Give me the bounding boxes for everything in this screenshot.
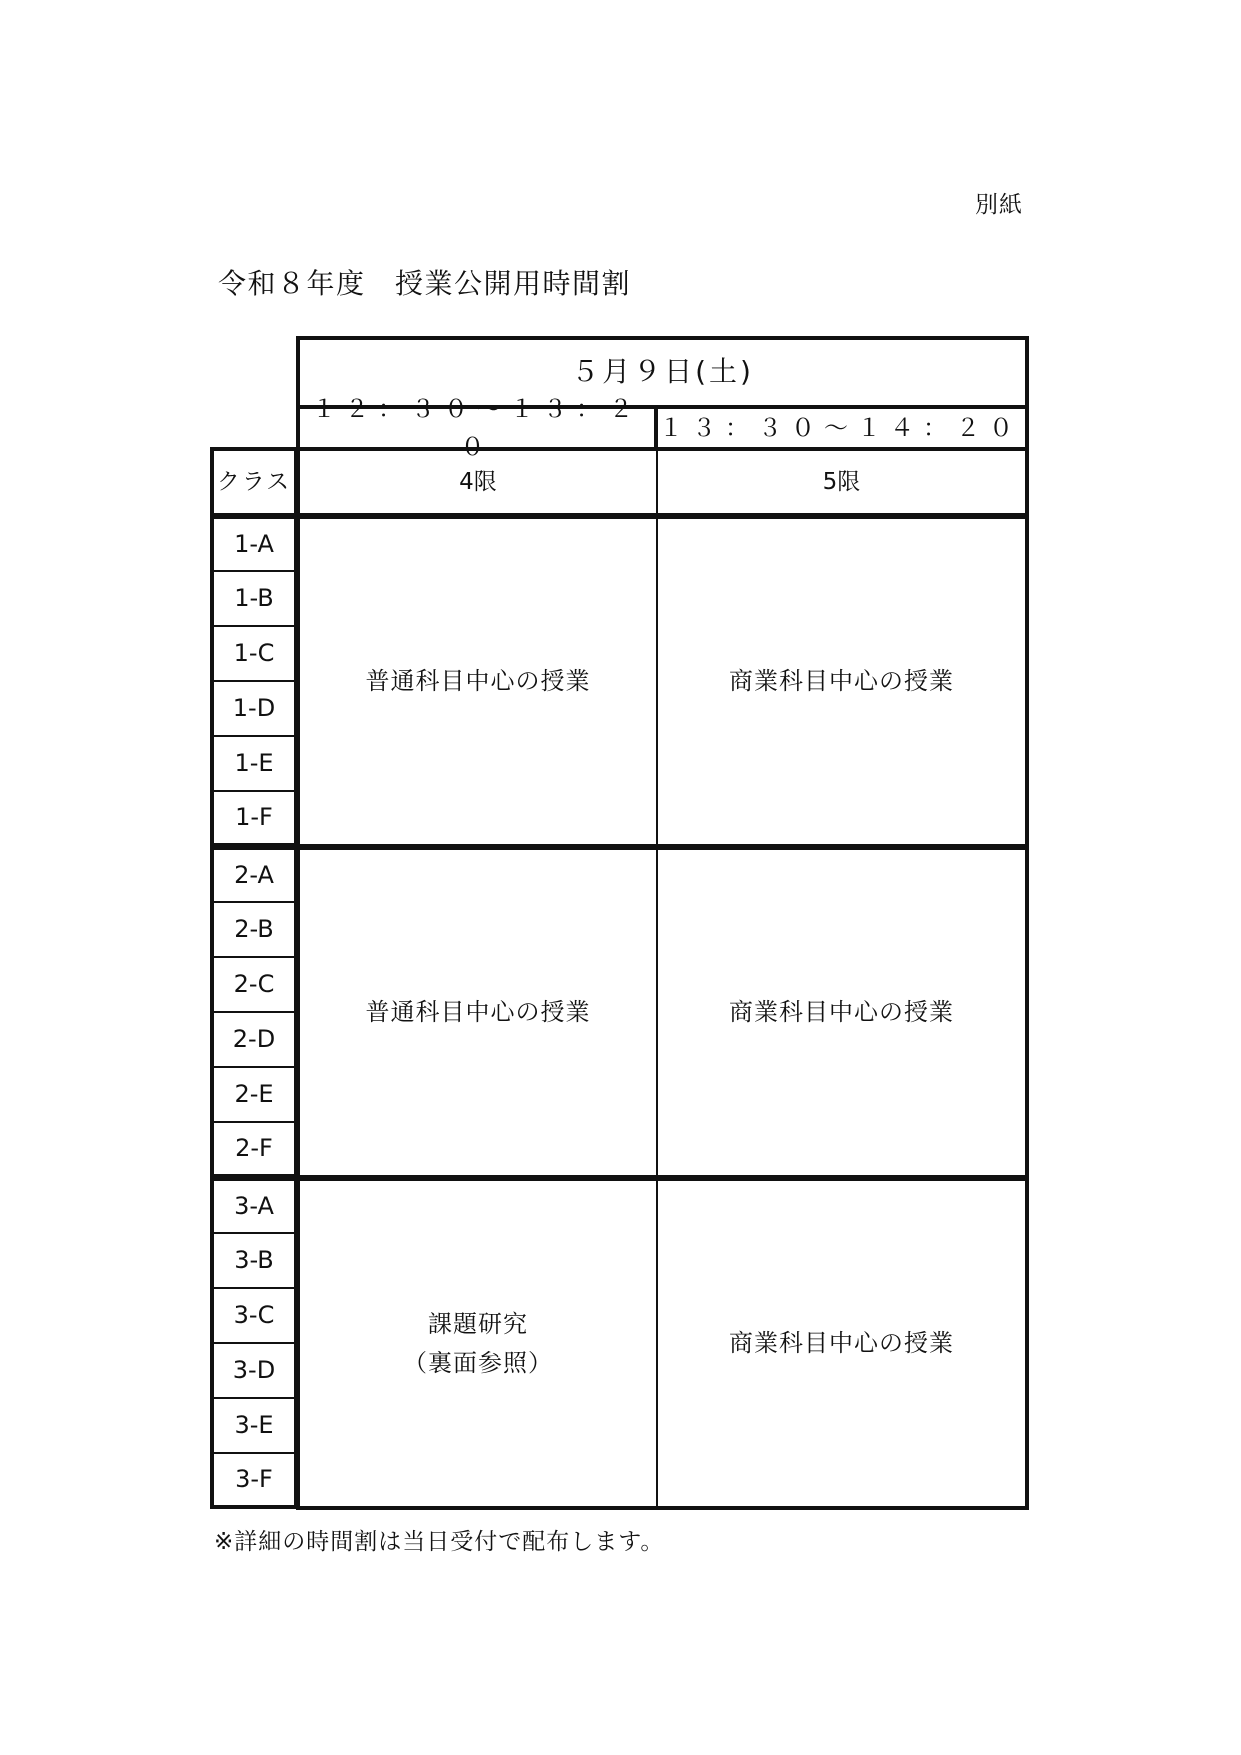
subject-cell-period-4: 課題研究 （裏面参照）: [296, 1177, 658, 1510]
class-cell: 1-C: [210, 625, 298, 682]
class-cell: 3-A: [210, 1177, 298, 1234]
class-cell: 2-E: [210, 1066, 298, 1123]
class-cell: 1-D: [210, 680, 298, 737]
class-cell: 3-F: [210, 1452, 298, 1509]
class-cell: 2-F: [210, 1121, 298, 1178]
period-4-header: 4限: [296, 447, 658, 517]
page-title: 令和８年度 授業公開用時間割: [218, 267, 632, 300]
date-header: ５月９日(土): [296, 336, 1029, 409]
footnote: ※詳細の時間割は当日受付で配布します。: [214, 1529, 665, 1555]
time-slot-period-5: １３：３０〜１４：２０: [654, 405, 1029, 451]
class-cell: 1-B: [210, 570, 298, 627]
class-cell: 1-A: [210, 515, 298, 572]
class-cell: 3-E: [210, 1397, 298, 1454]
subject-cell-period-4: 普通科目中心の授業: [296, 515, 658, 848]
class-cell: 2-B: [210, 901, 298, 958]
subject-cell-period-4: 普通科目中心の授業: [296, 846, 658, 1179]
period-5-header: 5限: [656, 447, 1029, 517]
class-cell: 2-C: [210, 956, 298, 1013]
subject-cell-period-5: 商業科目中心の授業: [656, 846, 1029, 1179]
time-slot-period-4: １２：３０〜１３：２０: [296, 405, 658, 451]
class-cell: 1-E: [210, 735, 298, 792]
subject-cell-period-5: 商業科目中心の授業: [656, 1177, 1029, 1510]
class-cell: 1-F: [210, 790, 298, 847]
class-cell: 3-B: [210, 1232, 298, 1289]
class-cell: 3-D: [210, 1342, 298, 1399]
attachment-label: 別紙: [975, 192, 1023, 218]
subject-cell-period-5: 商業科目中心の授業: [656, 515, 1029, 848]
class-cell: 2-A: [210, 846, 298, 903]
class-cell: 3-C: [210, 1287, 298, 1344]
class-column-header: クラス: [210, 447, 298, 517]
class-cell: 2-D: [210, 1011, 298, 1068]
